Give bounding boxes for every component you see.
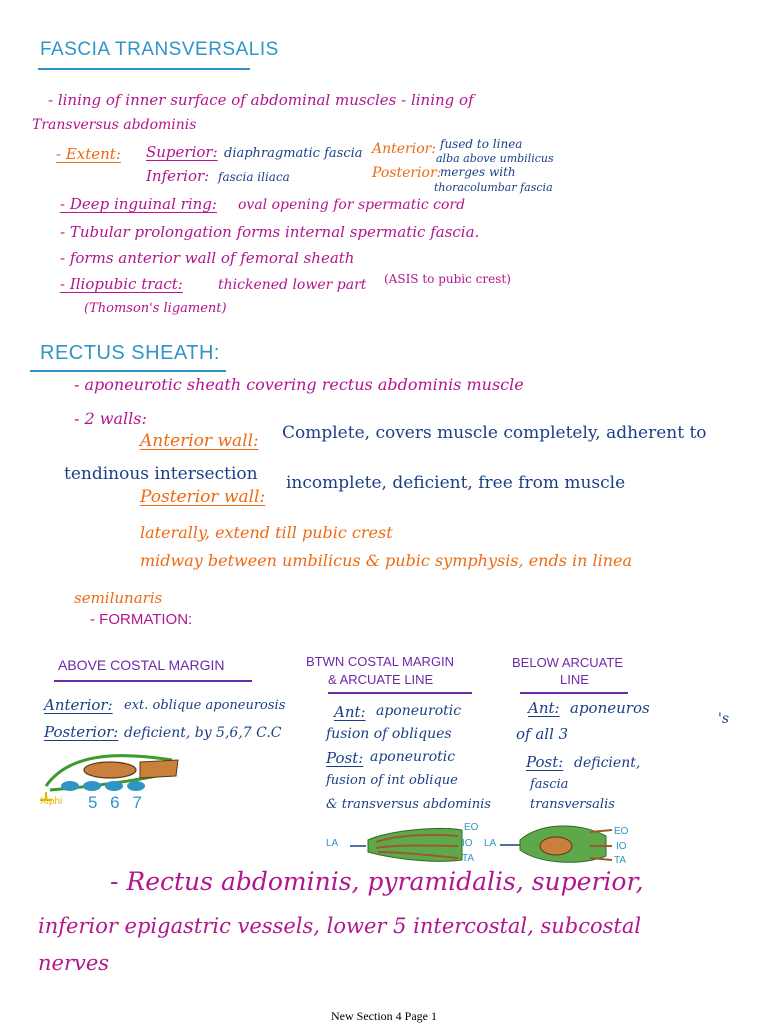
between-post-label: Post: [326,749,364,767]
iliopubic-value: thickened lower part [218,277,367,293]
below-ant-value: aponeuros [570,699,650,717]
below-io: IO [616,841,627,852]
between-diagram [350,828,462,861]
between-header-2: & ARCUATE LINE [328,672,434,687]
above-posterior-value: deficient, by 5,6,7 C.C [124,725,282,741]
tubular-line: - Tubular prolongation forms internal spermatic fascia. [60,223,480,241]
contents-line1: - Rectus abdominis, pyramidalis, superior, [110,867,644,896]
above-anterior-value: ext. oblique aponeurosis [124,698,286,713]
between-io: IO [462,838,473,849]
iliopubic-label: - Iliopubic tract: [60,275,183,293]
anterior-wall-value: Complete, covers muscle completely, adherent to [282,423,707,443]
posterior-value-1: merges with [440,165,516,179]
fascia-line1b: Transversus abdominis [32,117,197,133]
rectus-aponeurotic: - aponeurotic sheath covering rectus abdominis muscle [74,375,524,394]
fascia-line1: - lining of inner surface of abdominal muscles - lining of [48,91,474,109]
laterally-line: laterally, extend till pubic crest [140,523,393,542]
below-post-value-3: transversalis [530,797,615,812]
between-ant-value: aponeurotic [376,703,462,719]
below-la: LA [484,838,497,849]
below-header-1: BELOW ARCUATE [512,655,624,670]
posterior-wall-value: incomplete, deficient, free from muscle [286,473,626,493]
contents-line2: inferior epigastric vessels, lower 5 intercostal, subcostal [38,914,642,938]
rectus-title: RECTUS SHEATH: [40,342,220,364]
femoral-line: - forms anterior wall of femoral sheath [60,249,355,267]
anterior-label: Anterior: [372,141,437,157]
posterior-label: Posterior: [372,165,442,181]
thomson-line: (Thomson's ligament) [84,301,227,316]
between-post-value: aponeurotic [370,749,456,765]
between-eo: EO [464,822,479,833]
below-ta: TA [614,855,627,866]
below-diagram [500,826,612,862]
below-eo: EO [614,826,629,837]
midway-line: midway between umbilicus & pubic symphysis, ends in linea [140,551,633,570]
formation-label: - FORMATION: [90,611,193,628]
superior-value: diaphragmatic fascia [224,146,363,161]
below-ant-value-2: of all 3 [516,725,569,743]
below-ant-value-3: 's [718,711,730,727]
below-header-2: LINE [560,672,589,687]
anterior-wall-label: Anterior wall: [140,431,259,451]
between-post-value-2: fusion of int oblique [326,773,458,788]
inferior-value: fascia iliaca [218,170,290,184]
xiphi-label: Xiphi [40,796,63,807]
above-posterior-label: Posterior: [44,723,119,741]
posterior-value-2: thoracolumbar fascia [434,181,553,194]
anterior-value-2: alba above umbilicus [436,152,554,165]
deep-ring-label: - Deep inguinal ring: [60,195,217,213]
between-header-1: BTWN COSTAL MARGIN [306,654,455,669]
below-post-value-2: fascia [530,777,569,792]
semilunaris-line: semilunaris [74,589,163,607]
below-post-value: deficient, [574,755,641,771]
contents-line3: nerves [38,951,110,975]
below-ant-label: Ant: [528,699,560,717]
iliopubic-note: (ASIS to pubic crest) [384,272,511,286]
between-ta: TA [462,853,475,864]
superior-label: Superior: [146,143,218,161]
two-walls: - 2 walls: [74,409,147,428]
deep-ring-value: oval opening for spermatic cord [238,197,466,213]
fascia-title: FASCIA TRANSVERSALIS [40,39,279,60]
between-ant-value-2: fusion of obliques [326,726,452,742]
posterior-wall-label: Posterior wall: [140,487,266,507]
extent-label: - Extent: [56,145,121,163]
between-ant-label: Ant: [334,703,366,721]
between-post-value-3: & transversus abdominis [326,797,491,812]
anterior-value-1: fused to linea [440,137,523,151]
tendinous-line: tendinous intersection [64,464,258,484]
rib-numbers: 5 6 7 [88,793,146,812]
inferior-label: Inferior: [146,167,210,185]
page-footer: New Section 4 Page 1 [331,1009,437,1023]
below-post-label: Post: [526,753,564,771]
between-la: LA [326,838,339,849]
above-header: ABOVE COSTAL MARGIN [58,657,225,673]
above-anterior-label: Anterior: [44,696,113,714]
